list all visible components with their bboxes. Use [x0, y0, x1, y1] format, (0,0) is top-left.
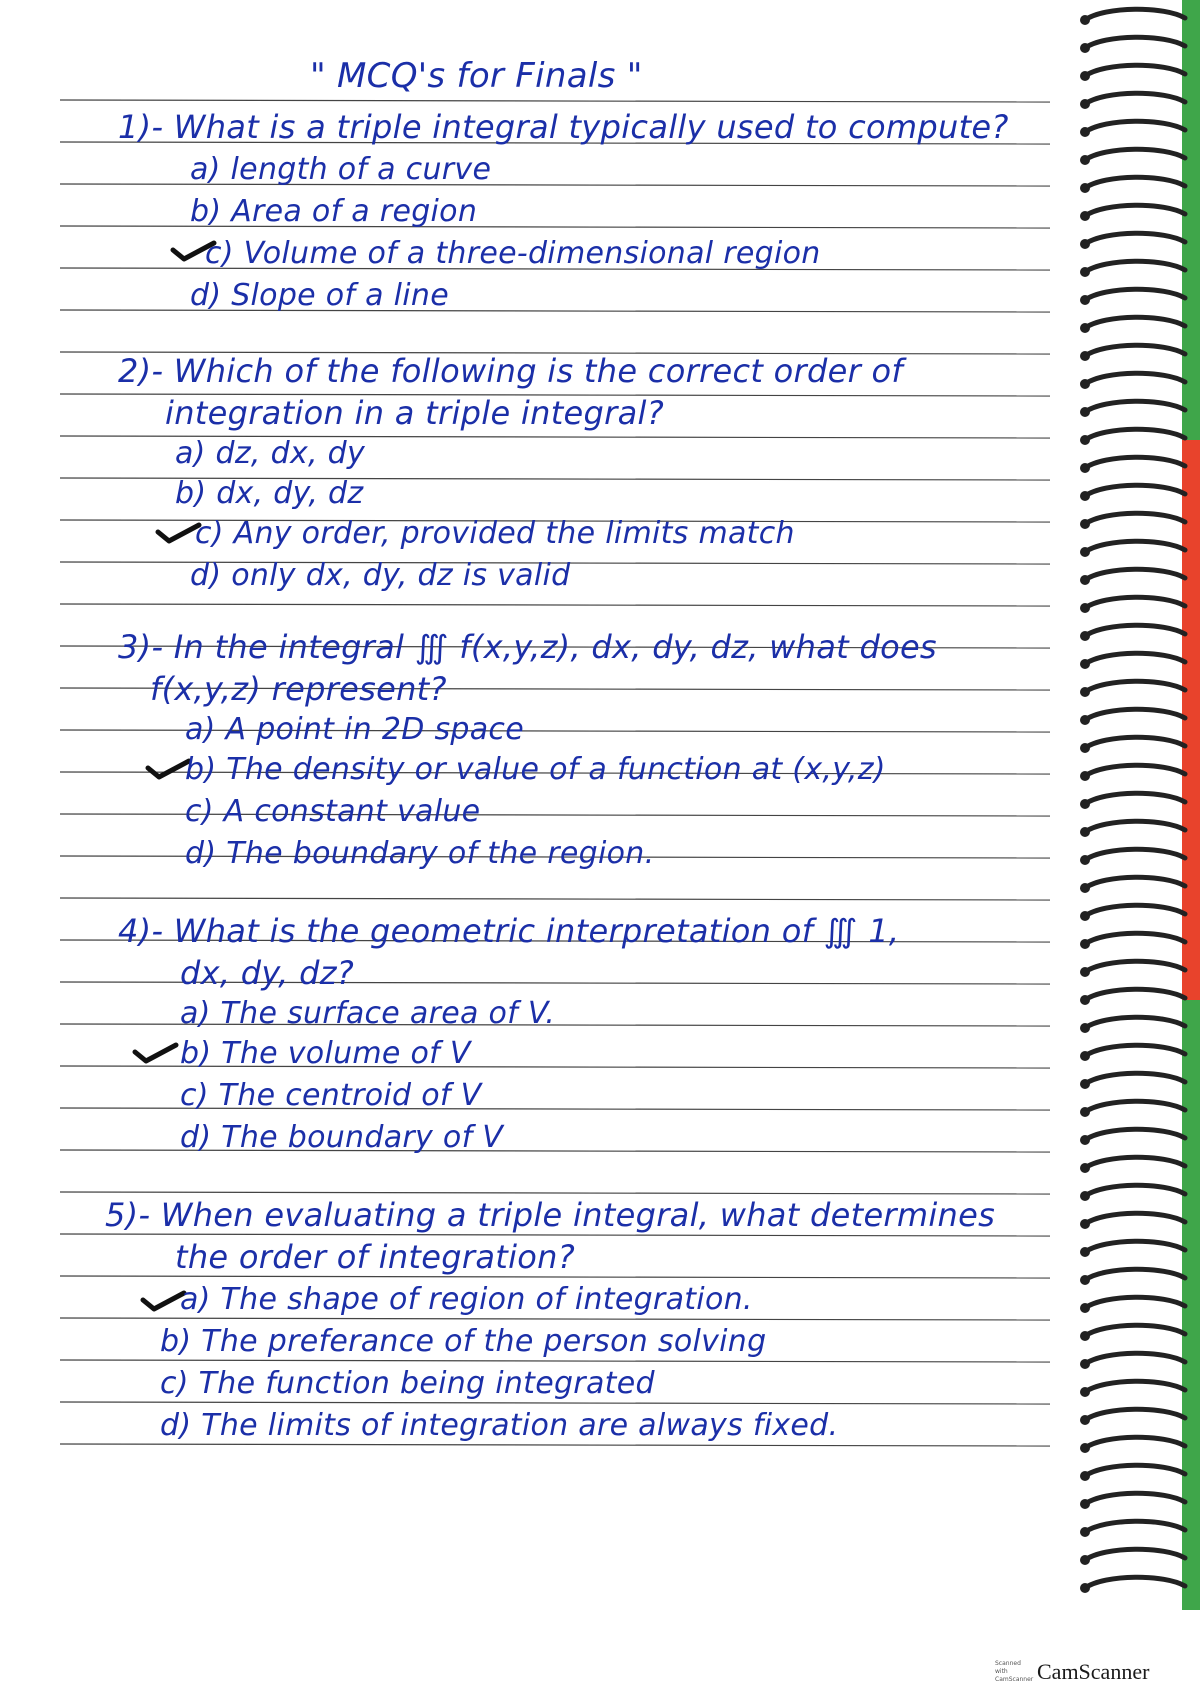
binding-hole [1080, 1555, 1090, 1565]
question-text: What is the geometric interpretation of ∭ 1, [173, 912, 900, 950]
binding-hole [1080, 1219, 1090, 1229]
question-text: When evaluating a triple integral, what determines [160, 1196, 996, 1234]
binding-hole [1080, 575, 1090, 585]
binding-hole [1080, 519, 1090, 529]
spiral-coil [1085, 1297, 1185, 1308]
binding-hole [1080, 715, 1090, 725]
option-text: The surface area of V. [220, 996, 556, 1031]
binding-hole [1080, 1471, 1090, 1481]
binding-hole [1080, 1331, 1090, 1341]
option-label: a) [180, 1282, 211, 1317]
option-text: A point in 2D space [225, 712, 524, 747]
spiral-coil [1085, 597, 1185, 608]
spiral-coil [1085, 765, 1185, 776]
binding-hole [1080, 995, 1090, 1005]
ruled-line [60, 1318, 1050, 1320]
spiral-coil [1085, 681, 1185, 692]
option-text: dx, dy, dz [216, 476, 364, 511]
ruled-line [60, 898, 1050, 900]
spiral-coil [1085, 1521, 1185, 1532]
option-text: only dx, dy, dz is valid [231, 558, 571, 593]
spiral-coil [1085, 1017, 1185, 1028]
spiral-coil [1085, 1157, 1185, 1168]
option-text: Area of a region [231, 194, 478, 229]
spiral-coil [1085, 1577, 1185, 1588]
question-text: In the integral ∭ f(x,y,z), dx, dy, dz, what does [173, 628, 937, 666]
option-label: b) [180, 1036, 212, 1071]
camscanner-watermark [995, 1652, 1149, 1692]
spiral-coil [1085, 1381, 1185, 1392]
binding-hole [1080, 631, 1090, 641]
option-1d [190, 278, 449, 313]
option-4c [180, 1078, 481, 1113]
spiral-coil [1085, 1185, 1185, 1196]
ruled-line [60, 1360, 1050, 1362]
binding-hole [1080, 407, 1090, 417]
binding-hole [1080, 99, 1090, 109]
spiral-coil [1085, 1549, 1185, 1560]
binding-hole [1080, 1191, 1090, 1201]
binding-hole [1080, 1583, 1090, 1593]
option-text: The preferance of the person solving [201, 1324, 767, 1359]
option-label: c) [160, 1366, 189, 1401]
option-text: The centroid of V [218, 1078, 482, 1113]
spiral-coil [1085, 1269, 1185, 1280]
binding-hole [1080, 295, 1090, 305]
option-text: A constant value [223, 794, 481, 829]
spiral-coil [1085, 737, 1185, 748]
option-label: d) [190, 558, 222, 593]
spiral-coil [1085, 1325, 1185, 1336]
option-label: b) [175, 476, 207, 511]
binding-hole [1080, 1275, 1090, 1285]
spiral-coil [1085, 93, 1185, 104]
spiral-coil [1085, 1213, 1185, 1224]
question-number: 4)- [118, 912, 164, 950]
binding-hole [1080, 743, 1090, 753]
camscanner-logo-icon [995, 1655, 1034, 1689]
binding-hole [1080, 1079, 1090, 1089]
spiral-coil [1085, 1353, 1185, 1364]
binding-hole [1080, 1303, 1090, 1313]
spiral-coil [1085, 457, 1185, 468]
option-text: Any order, provided the limits match [233, 516, 795, 551]
question-number: 3)- [118, 628, 164, 666]
spiral-coil [1085, 821, 1185, 832]
question-text: Which of the following is the correct order of [173, 352, 903, 390]
binding-hole [1080, 1387, 1090, 1397]
ruled-line [60, 604, 1050, 606]
binding-hole [1080, 827, 1090, 837]
spiral-coil [1085, 485, 1185, 496]
binding-hole [1080, 351, 1090, 361]
binding-hole [1080, 911, 1090, 921]
ruled-line [60, 1402, 1050, 1404]
question-5 [105, 1196, 995, 1234]
page-title: " MCQ's for Finals " [310, 56, 643, 96]
option-text: The density or value of a function at (x,y,z) [226, 752, 886, 787]
option-text: length of a curve [230, 152, 492, 187]
spiral-coil [1085, 1493, 1185, 1504]
binding-hole [1080, 1527, 1090, 1537]
question-4-line-2: dx, dy, dz? [180, 954, 355, 992]
question-2 [118, 352, 903, 390]
binding-hole [1080, 1415, 1090, 1425]
option-1a [190, 152, 491, 187]
binding-hole [1080, 939, 1090, 949]
option-label: c) [195, 516, 224, 551]
binding-hole [1080, 1051, 1090, 1061]
binding-hole [1080, 435, 1090, 445]
question-5-line-2: the order of integration? [175, 1238, 576, 1276]
spiral-coil [1085, 1045, 1185, 1056]
option-label: b) [160, 1324, 192, 1359]
spiral-coil [1085, 121, 1185, 132]
spiral-coil [1085, 205, 1185, 216]
spiral-coil [1085, 1241, 1185, 1252]
spiral-coil [1085, 373, 1185, 384]
spiral-coil [1085, 1129, 1185, 1140]
spiral-coil [1085, 1073, 1185, 1084]
option-label: b) [185, 752, 217, 787]
binding-hole [1080, 603, 1090, 613]
option-2a [175, 436, 365, 471]
binding-hole [1080, 127, 1090, 137]
option-2b [175, 476, 363, 511]
question-number: 1)- [118, 108, 164, 146]
spiral-coil [1085, 877, 1185, 888]
spiral-coil [1085, 849, 1185, 860]
spiral-coil [1085, 1101, 1185, 1112]
option-5c [160, 1366, 655, 1401]
binding-hole [1080, 1023, 1090, 1033]
option-3b [185, 752, 886, 787]
option-3c [185, 794, 480, 829]
option-text: The shape of region of integration. [220, 1282, 753, 1317]
question-number: 5)- [105, 1196, 151, 1234]
ruled-line [60, 1444, 1050, 1446]
option-5b [160, 1324, 766, 1359]
spiral-coil [1085, 513, 1185, 524]
question-number: 2)- [118, 352, 164, 390]
question-3 [118, 628, 937, 666]
spiral-coil [1085, 401, 1185, 412]
binding-hole [1080, 1163, 1090, 1173]
option-4a [180, 996, 555, 1031]
option-label: d) [190, 278, 222, 313]
spiral-coil [1085, 541, 1185, 552]
spiral-coil [1085, 149, 1185, 160]
spiral-coil [1085, 709, 1185, 720]
spiral-coil [1085, 653, 1185, 664]
option-text: Volume of a three-dimensional region [243, 236, 821, 271]
binding-hole [1080, 267, 1090, 277]
binding-hole [1080, 323, 1090, 333]
binding-hole [1080, 1247, 1090, 1257]
binding-hole [1080, 239, 1090, 249]
option-text: Slope of a line [231, 278, 449, 313]
spiral-coil [1085, 1465, 1185, 1476]
binding-hole [1080, 211, 1090, 221]
spiral-coil [1085, 989, 1185, 1000]
option-text: The function being integrated [198, 1366, 655, 1401]
question-text: What is a triple integral typically used to compute? [173, 108, 1009, 146]
option-label: d) [160, 1408, 192, 1443]
ruled-line [60, 100, 1050, 102]
binding-hole [1080, 855, 1090, 865]
binding-hole [1080, 1359, 1090, 1369]
binding-hole [1080, 1443, 1090, 1453]
option-label: d) [180, 1120, 212, 1155]
camscanner-brand: CamScanner [1037, 1659, 1150, 1684]
option-label: c) [185, 794, 214, 829]
binding-hole [1080, 883, 1090, 893]
option-1b [190, 194, 477, 229]
question-4 [118, 912, 899, 950]
option-2d [190, 558, 570, 593]
spiral-coil [1085, 1409, 1185, 1420]
binding-hole [1080, 1107, 1090, 1117]
spiral-coil [1085, 177, 1185, 188]
binding-hole [1080, 15, 1090, 25]
binding-hole [1080, 659, 1090, 669]
ruled-line [60, 1276, 1050, 1278]
question-3-line-2: f(x,y,z) represent? [150, 670, 447, 708]
spiral-coil [1085, 345, 1185, 356]
option-text: The boundary of V [221, 1120, 504, 1155]
option-text: The volume of V [221, 1036, 471, 1071]
binding-hole [1080, 379, 1090, 389]
spiral-coil [1085, 1437, 1185, 1448]
option-label: a) [175, 436, 206, 471]
spiral-coil [1085, 65, 1185, 76]
spiral-coil [1085, 9, 1185, 20]
spiral-binding [1065, 0, 1200, 1610]
binding-hole [1080, 463, 1090, 473]
spiral-coil [1085, 961, 1185, 972]
spiral-coil [1085, 289, 1185, 300]
binding-hole [1080, 547, 1090, 557]
binding-hole [1080, 1135, 1090, 1145]
ruled-line [60, 1234, 1050, 1236]
option-text: The limits of integration are always fixed. [201, 1408, 839, 1443]
binding-hole [1080, 155, 1090, 165]
option-text: dz, dx, dy [215, 436, 366, 471]
option-2c [195, 516, 795, 551]
option-5d [160, 1408, 838, 1443]
option-5a [180, 1282, 753, 1317]
spiral-coil [1085, 569, 1185, 580]
binding-hole [1080, 687, 1090, 697]
option-label: a) [190, 152, 221, 187]
spiral-coil [1085, 37, 1185, 48]
binding-hole [1080, 183, 1090, 193]
spiral-coil [1085, 933, 1185, 944]
option-label: b) [190, 194, 222, 229]
binding-hole [1080, 491, 1090, 501]
option-label: c) [180, 1078, 209, 1113]
spiral-coil [1085, 317, 1185, 328]
logo-line: Scanned with [995, 1660, 1021, 1675]
spiral-coil [1085, 625, 1185, 636]
binding-hole [1080, 799, 1090, 809]
option-4b [180, 1036, 471, 1071]
binding-hole [1080, 771, 1090, 781]
binding-hole [1080, 1499, 1090, 1509]
spiral-coil [1085, 233, 1185, 244]
binding-hole [1080, 967, 1090, 977]
spiral-coil [1085, 261, 1185, 272]
option-text: The boundary of the region. [226, 836, 655, 871]
binding-hole [1080, 43, 1090, 53]
question-2-line-2: integration in a triple integral? [165, 394, 664, 432]
option-label: a) [180, 996, 211, 1031]
option-3a [185, 712, 524, 747]
option-1c [205, 236, 821, 271]
option-label: d) [185, 836, 217, 871]
option-3d [185, 836, 654, 871]
logo-line: CamScanner [995, 1676, 1034, 1683]
option-label: c) [205, 236, 234, 271]
binding-hole [1080, 71, 1090, 81]
question-1 [118, 108, 1009, 146]
option-label: a) [185, 712, 216, 747]
check-mark-icon [132, 1042, 180, 1064]
option-4d [180, 1120, 503, 1155]
spiral-coil [1085, 793, 1185, 804]
ruled-line [60, 1192, 1050, 1194]
spiral-coil [1085, 429, 1185, 440]
spiral-coil [1085, 905, 1185, 916]
